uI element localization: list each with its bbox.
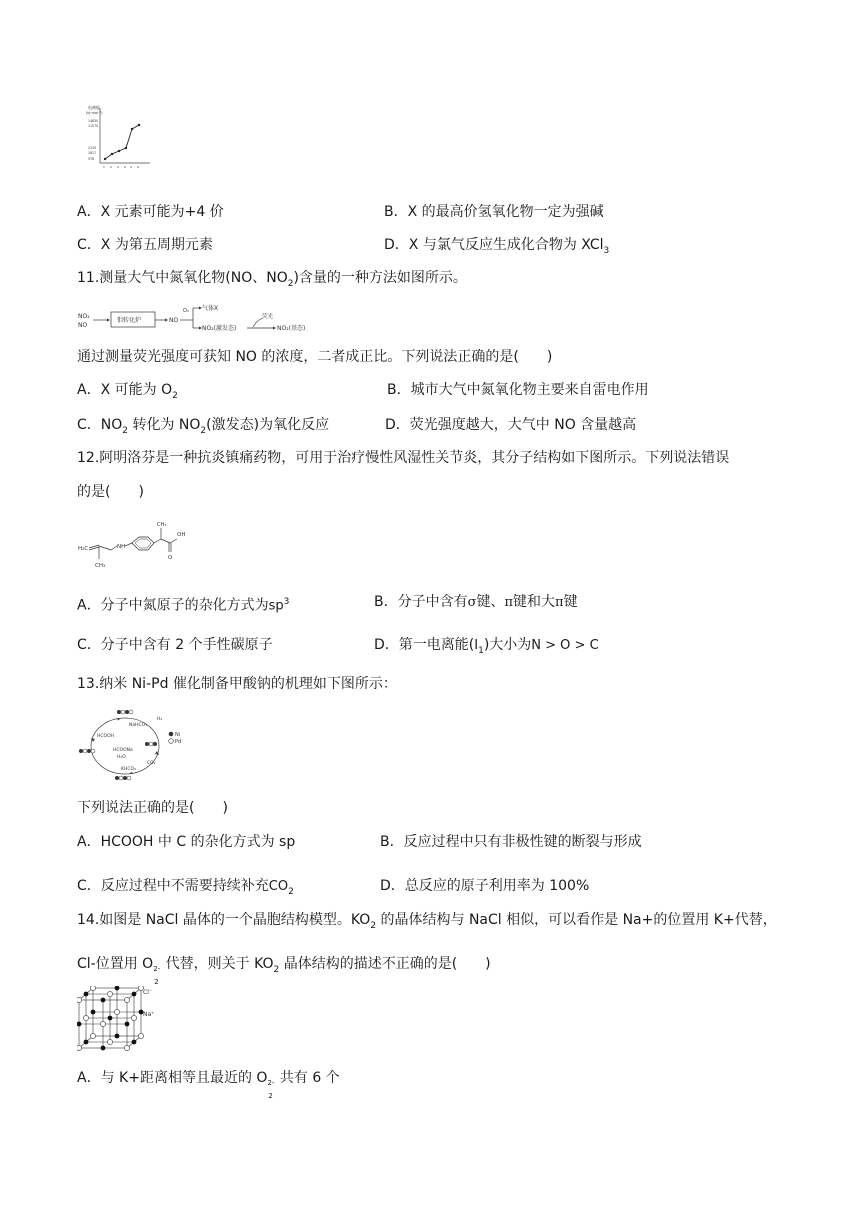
q11-reagent-o3: O₃ <box>183 308 189 314</box>
chart-xtick: I₄ <box>124 165 127 169</box>
cycle-hcooh: HCOOH <box>97 734 114 739</box>
q11-stem: 11.测量大气中氮氧化物(NO、$NO_2$)含量的一种方法如图所示。 <box>77 270 467 289</box>
q14-stem-line2: Cl-位置用 O 2- 2 代替，则关于 $KO_2$ 晶体结构的描述不正确的是( ) <box>77 956 491 986</box>
q12-option-c[interactable]: C．分子中含有 2 个手性碳原子 <box>77 637 273 653</box>
q12-option-d[interactable]: D．第一电离能$(I_1)$大小为N > O > C <box>374 637 599 656</box>
legend-ni: Ni <box>175 732 181 738</box>
catalyst-cluster <box>115 776 131 780</box>
q13-stem: 13.纳米 Ni-Pd 催化制备甲酸钠的机理如下图所示： <box>77 676 397 692</box>
q14-stem-line1: 14.如图是 NaCl 晶体的一个晶胞结构模型。$KO_2$ 的晶体结构与 NaCl 相似，可以看作是 Na+的位置用 K+代替， <box>77 912 777 931</box>
chart-point <box>104 158 106 160</box>
struct-nh: NH <box>117 544 126 550</box>
q14-option-a[interactable]: A．与 K+距离相等且最近的 O 2- 2 共有 6 个 <box>77 1070 340 1100</box>
struct-o: O <box>168 555 173 561</box>
cycle-h2: H₂ <box>157 717 163 722</box>
catalyst-cluster <box>117 710 133 714</box>
q11-option-d[interactable]: D．荧光强度越大，大气中 NO 含量越高 <box>385 417 637 433</box>
q11-input-no: NO <box>78 322 88 329</box>
q13-option-c[interactable]: C．反应过程中不需要持续补充$CO_2$ <box>77 878 294 897</box>
q10-option-d[interactable] <box>384 235 609 261</box>
chart-point <box>125 147 127 149</box>
q10-option-d-text: D．X 与氯气反应生成化合物为 XCl <box>384 237 604 253</box>
q13-option-b[interactable]: B．反应过程中只有非极性键的断裂与形成 <box>380 834 642 850</box>
q12-option-b[interactable]: B．分子中含有σ键、π键和大π键 <box>374 594 578 610</box>
legend-pd: Pd <box>175 739 182 745</box>
legend-na: Na⁺ <box>143 1011 155 1018</box>
q11-converter-label: 钼转化炉 <box>117 317 142 324</box>
cycle-co2: CO₂ <box>147 761 156 766</box>
legend-pd-icon <box>169 739 174 744</box>
catalyst-cluster <box>145 742 157 746</box>
q12-stem-line2: 的是( ) <box>77 484 144 500</box>
cycle-nahco3: NaHCO₃ <box>129 723 147 728</box>
chart-xtick: I₂ <box>110 165 113 169</box>
chart-xtick: I₁ <box>103 165 106 169</box>
catalyst-cluster <box>79 749 95 753</box>
q11-option-b[interactable]: B．城市大气中氮氧化物主要来自雷电作用 <box>387 382 649 398</box>
nacl-unit-cell <box>77 986 169 1052</box>
q11-input-no2: NO₂ <box>78 313 90 320</box>
q13-option-d[interactable]: D．总反应的原子利用率为 100% <box>380 878 590 894</box>
struct-oh: OH <box>177 532 186 538</box>
q11-mid-no: NO <box>169 317 179 324</box>
struct-ch3-top: CH₃ <box>157 522 167 528</box>
q10-option-b[interactable]: B．X 的最高价氢氧化物一定为强碱 <box>384 204 604 220</box>
chart-point <box>131 128 133 130</box>
q11-option-c[interactable]: C．$NO_2$ 转化为 $NO_2$(激发态)为氧化反应 <box>77 417 330 436</box>
q11-excited: NO₂(激发态) <box>202 325 237 332</box>
chart-ytick: 578 <box>88 157 95 161</box>
q10-option-c[interactable]: C．X 为第五周期元素 <box>77 237 213 253</box>
chart-ytick: 11575 <box>88 124 99 128</box>
struct-ch3-bottom: CH₃ <box>95 563 106 569</box>
chart-series-line <box>105 125 139 159</box>
cycle-khco3: KHCO₃ <box>121 767 136 772</box>
chart-ylabel: 电离能 <box>88 105 100 110</box>
q12-stem-line1: 12.阿明洛芬是一种抗炎镇痛药物，可用于治疗慢性风湿性关节炎，其分子结构如下图所示。下列说法错误 <box>77 450 730 466</box>
q13-option-a[interactable]: A．HCOOH 中 C 的杂化方式为 sp <box>77 834 296 850</box>
chart-ytick: 2745 <box>88 146 97 150</box>
q12-option-a[interactable]: A．分子中氮原子的杂化方式为$sp^3$ <box>77 597 290 614</box>
chart-xtick: I₆ <box>137 165 140 169</box>
chart-xtick: I₃ <box>117 165 120 169</box>
ni-pd-cycle-diagram <box>77 706 189 782</box>
chart-point <box>118 150 120 152</box>
q13-question: 下列说法正确的是( ) <box>77 800 228 816</box>
chart-ytick: 14830 <box>88 119 99 123</box>
q11-question: 通过测量荧光强度可获知 NO 的浓度，二者成正比。下列说法正确的是( ) <box>77 349 553 365</box>
q10-option-a[interactable]: A．X 元素可能为+4 价 <box>77 204 224 220</box>
chart-xtick: I₅ <box>130 165 133 169</box>
aminoprofen-structure <box>77 512 189 570</box>
ionization-energy-chart <box>86 104 152 170</box>
chart-ytick: 1817 <box>88 151 97 155</box>
q10-option-d-sub: 3 <box>603 245 610 256</box>
chart-ylabel-unit: (kJ·mol⁻¹) <box>86 111 103 115</box>
legend-cl: Cl⁻ <box>143 989 153 996</box>
q11-gas-x: 气体X <box>202 305 219 312</box>
chart-point <box>111 153 113 155</box>
chart-point <box>138 124 140 126</box>
q11-light: 荧光 <box>262 314 274 320</box>
cycle-hcoona: HCOONa <box>113 748 133 753</box>
struct-h2c: H₂C <box>78 546 89 552</box>
cycle-h2o: H₂O <box>117 755 126 760</box>
legend-ni-icon <box>169 732 174 737</box>
q11-process-diagram <box>77 300 313 334</box>
q11-option-a[interactable]: A．X 可能为 $O_2$ <box>77 382 178 401</box>
q11-ground: NO₂(基态) <box>277 325 306 332</box>
